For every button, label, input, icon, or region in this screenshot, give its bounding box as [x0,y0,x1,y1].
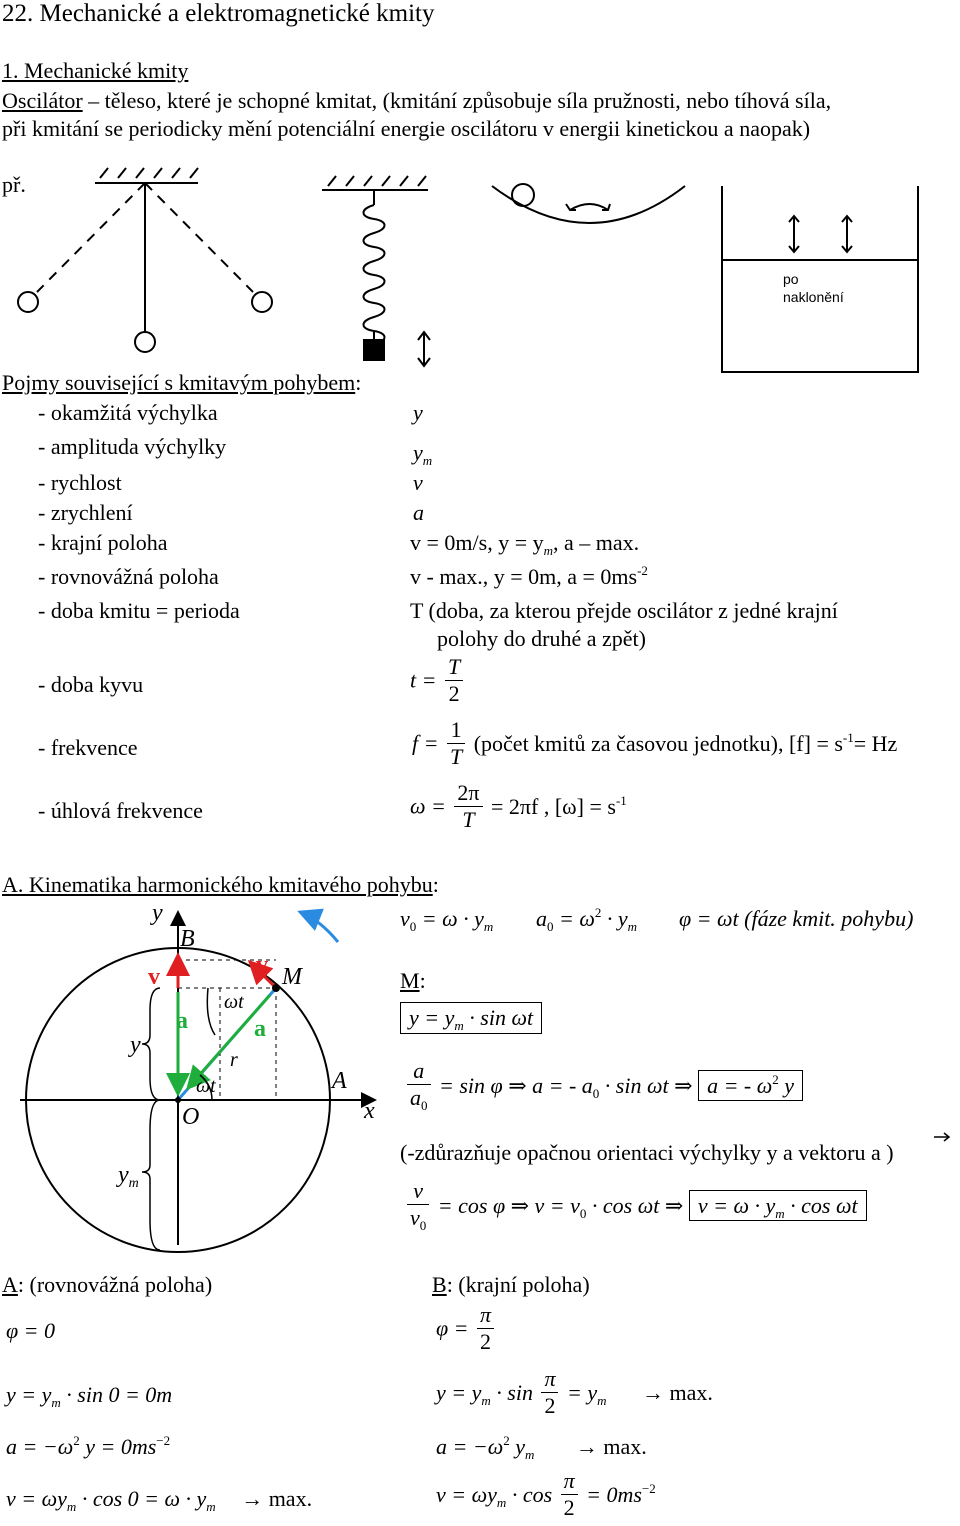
phasor-circle-diagram [0,900,390,1270]
term-angular-frequency: - úhlová frekvence [38,798,203,823]
term-instant-displacement: - okamžitá výchylka [38,400,218,425]
A-phi: φ = 0 [6,1318,56,1343]
label-y-brace: y [130,1032,141,1058]
formula-v0: $v_0 = \omega \cdot y_m$ [400,906,494,934]
swing-time-formula: t = $\frac{T}{2}$ [410,654,466,707]
term-extreme-position: - krajní poloha [38,530,168,555]
term-amplitude: - amplituda výchylky [38,434,227,459]
A-v: $v = \omega y_m \cdot \cos 0 = \omega \cdot y_m \to \max$. [6,1486,313,1514]
label-radius: r [230,1049,238,1071]
A-a: $a = -\omega^2$ $y = 0ms^{-2}$ [6,1433,171,1459]
label-vector-v: v [148,964,160,990]
B-phi: φ = $\frac{\pi}{2}$ [436,1302,497,1355]
section-heading-mechanical: 1. Mechanické kmity [2,58,189,83]
frequency-formula: f = $\frac{1}{T}$ (počet kmitů za časovou jednotku), $[f] = s^{-1}= Hz$ [412,717,898,769]
label-angle-bottom: ωt [196,1075,216,1097]
section-heading-kinematics: A. Kinematika harmonického kmitavého pohybu: [2,872,439,897]
position-B-heading: B: (krajní poloha) [432,1272,590,1297]
page-title: 22. Mechanické a elektromagnetické kmity [2,0,435,27]
note-sign: (-zdůrazňuje opačnou orientaci výchylky y a vektoru a ) [400,1140,894,1165]
example-label: př. [2,172,26,197]
term-equilibrium: - rovnovážná poloha [38,564,219,589]
oscillator-term: Oscilátor [2,88,83,113]
label-point-A: A [332,1068,347,1094]
sym-ym: $y_m$ [413,440,433,468]
tank-label-tilt: naklonění [783,289,844,305]
spring-figure [322,176,430,366]
position-A-heading: A: (rovnovážná poloha) [2,1272,213,1297]
M-heading: M: [400,968,426,993]
sym-v: v [413,470,423,495]
term-period: - doba kmitu = perioda [38,598,240,623]
pendulum-figure [18,168,272,352]
angular-frequency-formula: ω = $\frac{2\pi}{T}$ = 2πf , $[\omega] = s^{-1}$ [410,780,627,832]
bowl-figure [492,184,685,223]
B-y: $y = y_m \cdot \sin$ $\frac{\pi}{2}$ = $y_m \to \max$. [436,1366,713,1418]
extreme-position-values: v = 0m/s, $y = y_m$, a – max. [410,530,640,558]
sym-a: a [413,500,424,525]
label-vector-a: a [176,1008,188,1034]
B-v: $v = \omega y_m \cdot \cos$ $\frac{\pi}{2}$ = $0ms^{-2}$ [436,1468,656,1520]
term-acceleration: - zrychlení [38,500,133,525]
label-origin: O [182,1104,200,1130]
formula-v-ratio: $\frac{v}{v_0}$ = cos φ ⇒ $v = v_0 \cdot \cos \omega t$ ⇒ $v = \omega \cdot y_m \cdot \cos \omega t$ [404,1178,867,1234]
vector-arrow-a-icon [932,1130,952,1144]
oscillator-definition-line2: při kmitání se periodicky mění potenciální energie oscilátoru v energii kinetickou a naopak) [2,116,811,141]
term-swing-time: - doba kyvu [38,672,144,697]
terms-heading: Pojmy související s kmitavým pohybem: [2,370,362,395]
box-formula-y: $y = y_m \cdot \sin \omega t$ [400,1002,542,1034]
B-a: $a = -\omega^2$ $y_m \to \max$. [436,1433,647,1462]
A-y: $y = y_m \cdot \sin 0 = 0m$ [6,1382,173,1410]
label-x-axis: x [364,1098,375,1124]
term-frequency: - frekvence [38,735,138,760]
oscillator-examples-drawing [0,0,960,400]
formula-a-ratio: $\frac{a}{a_0}$ = sin φ ⇒ a = - $a_0 \cdot \sin \omega t$ ⇒ a = - $\omega^2$ y [404,1058,803,1114]
label-point-M: M [282,964,302,990]
label-angle-top: ωt [224,991,244,1013]
formula-phase: φ = ωt (fáze kmit. pohybu) [679,906,914,931]
sym-y: y [413,400,423,425]
tank-label-po: po [783,271,799,287]
equilibrium-values: v - max., y = 0m, $a = 0ms^{-2}$ [410,563,648,589]
label-vector-v0: v [256,952,268,978]
term-velocity: - rychlost [38,470,122,495]
label-point-B: B [180,926,195,952]
label-ym-brace: $y_m$ [118,1162,139,1191]
label-vector-a0: a [254,1016,266,1042]
period-description: T (doba, za kterou přejde oscilátor z jedné krajní [410,598,838,623]
label-y-axis: y [152,900,163,926]
tank-figure [722,186,918,372]
period-description-2: polohy do druhé a zpět) [437,626,646,651]
formula-a0: $a_0 = \omega^2 \cdot y_m$ [536,905,638,934]
oscillator-def-text1: – těleso, které je schopné kmitat, (kmitání způsobuje síla pružnosti, nebo tíhová síla, [82,88,832,113]
